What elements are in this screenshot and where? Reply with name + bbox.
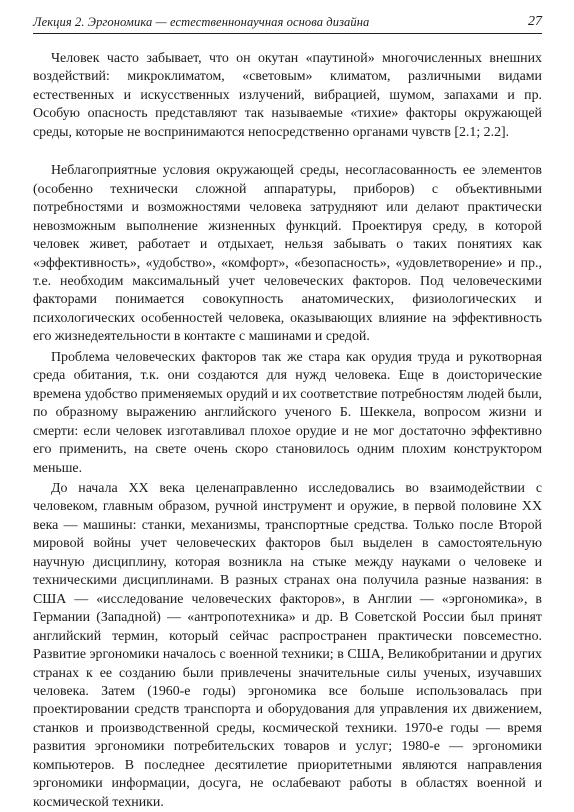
paragraph: Проблема человеческих факторов так же стара как орудия труда и рукотворная среда обитания, т.к. они создаются для нужд человека. Еще в доисторические времена удобство применяемых орудий и их соответствие потребностям людей были, по образному выражению английского ученого Б. Шеккела, вопросом жизни и смерти: если человек изготавливал плохое орудие и не мог достаточно эффективно его применить, на свете очень скоро становилось одним плохим конструктором меньше. bbox=[33, 349, 542, 476]
paragraph: Человек часто забывает, что он окутан «паутиной» многочисленных внешних воздействий: микроклиматом, «световым» климатом, различными видами естественных и искусственных излучений, вибрацией, шумом, запахами и пр. Особую опасность представляют так называемые «тихие» факторы окружающей среды, которые не воспринимаются непосредственно органами чувств [2.1; 2.2]. bbox=[33, 51, 542, 140]
running-title: Лекция 2. Эргономика — естественнонаучная основа дизайна bbox=[33, 15, 370, 29]
running-header bbox=[33, 14, 542, 34]
paragraph: Неблагоприятные условия окружающей среды, несогласованность ее элементов (особенно технически сложной аппаратуры, приборов) с объективными потребностями и возможностями человека затрудняют или делают практически невозможным выполнение жизненных функций. Проектируя среду, в которой человек живет, работает и отдыхает, нельзя забывать о таких понятиях как «эффективность», «удобство», «комфорт», «безопасность», «удовлетворение» и пр., т.е. необходим максимальный учет человеческих факторов. Под человеческими факторами понимается совокупность анатомических, физиологических и психологических особенностей человека, оказывающих влияние на эффективность его жизнедеятельности в контакте с машинами и средой. bbox=[33, 163, 542, 345]
paragraph: До начала XX века целенаправленно исследовались во взаимодействии с человеком, главным образом, ручной инструмент и оружие, в первой половине XX века — машины: станки, механизмы, транспортные средства. Только после Второй мировой войны учет человеческих факторов был выделен в самостоятельную научную дисциплину, которая возникла на стыке между науками о человеке и техническими дисциплинами. В разных странах она получила разные названия: в США — «исследование человеческих факторов», в Англии — «эргономика», в Германии (Западной) — «антропотехника» и др. В Советской России был принят английский термин, который сейчас распространен практически повсеместно. Развитие эргономики началось с военной техники; в США, Великобритании и других странах к ее созданию были привлечены значительные силы ученых, изучавших человека. Затем (1960-е годы) эргономика все больше использовалась при проектировании средств транспорта и оборудования для управления их движением, станков и производственной среды, космической техники. 1970-е годы — время развития эргономики потребительских товаров и услуг; 1980-е — эргономики компьютеров. В последнее десятилетие приоритетными являются направления эргономики информации, досуга, не ослабевают работы в областях военной и космической техники. bbox=[33, 480, 542, 810]
page-number: 27 bbox=[528, 14, 542, 29]
body-text bbox=[33, 50, 542, 812]
